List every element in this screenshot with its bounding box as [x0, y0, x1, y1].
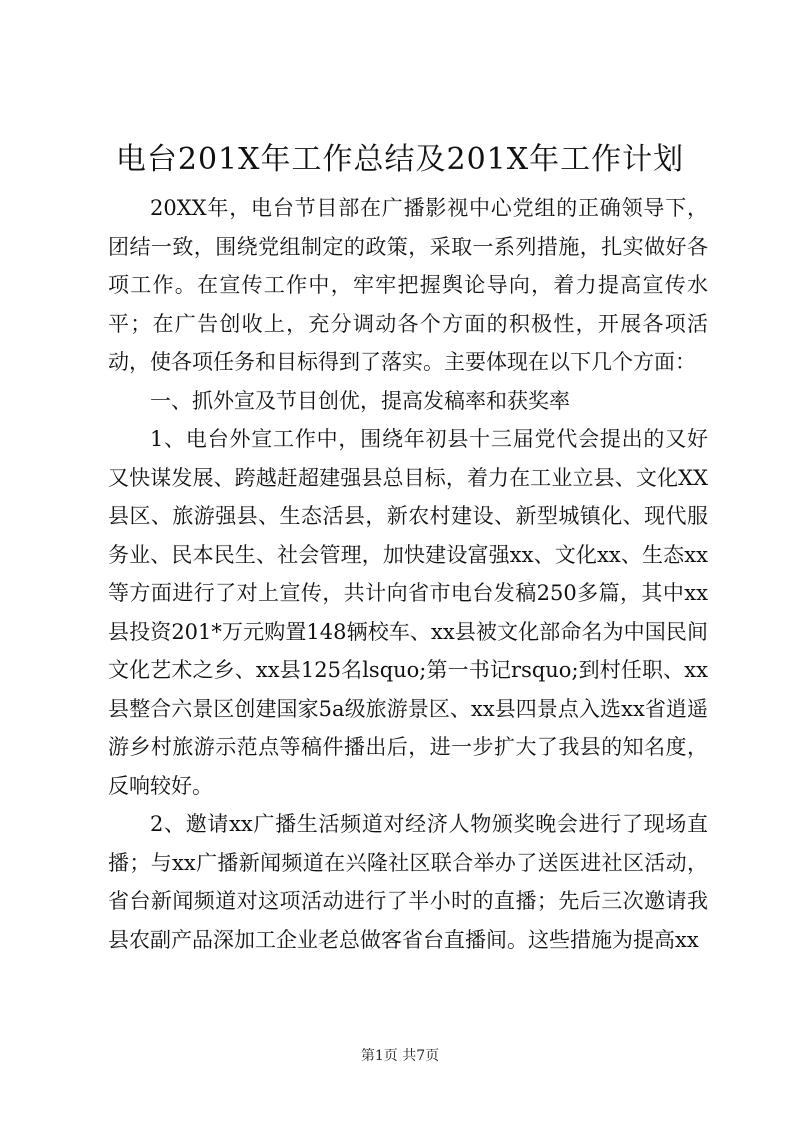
- body-paragraph: 2、邀请xx广播生活频道对经济人物颁奖晚会进行了现场直播；与xx广播新闻频道在兴隆社区联合举办了送医进社区活动，省台新闻频道对这项活动进行了半小时的直播；先后三次邀请我县农副产品深加工企业老总做客省台直播间。这些措施为提高xx: [108, 812, 708, 952]
- page-number-footer: 第1页 共7页: [360, 1048, 440, 1064]
- section-heading: 一、抓外宣及节目创优，提高发稿率和获奖率: [150, 388, 570, 413]
- intro-paragraph: 20XX年，电台节目部在广播影视中心党组的正确领导下，团结一致，围绕党组制定的政策，采取一系列措施，扎实做好各项工作。在宣传工作中，牢牢把握舆论导向，着力提高宣传水平；在广告创收上，充分调动各个方面的积极性，开展各项活动，使各项任务和目标得到了落实。主要体现在以下几个方面：: [108, 196, 708, 374]
- document-title: 电台201X年工作总结及201X年工作计划: [115, 142, 685, 177]
- document-body: [108, 189, 708, 959]
- body-paragraph: 1、电台外宣工作中，围绕年初县十三届党代会提出的又好又快谋发展、跨越赶超建强县总目标，着力在工业立县、文化XX县区、旅游强县、生态活县，新农村建设、新型城镇化、现代服务业、民本民生、社会管理，加快建设富强xx、文化xx、生态xx等方面进行了对上宣传，共计向省市电台发稿250多篇，其中xx县投资201*万元购置148辆校车、xx县被文化部命名为中国民间文化艺术之乡、xx县125名lsquo;第一书记rsquo;到村任职、xx县整合六景区创建国家5a级旅游景区、xx县四景点入选xx省逍遥游乡村旅游示范点等稿件播出后，进一步扩大了我县的知名度，反响较好。: [108, 427, 708, 798]
